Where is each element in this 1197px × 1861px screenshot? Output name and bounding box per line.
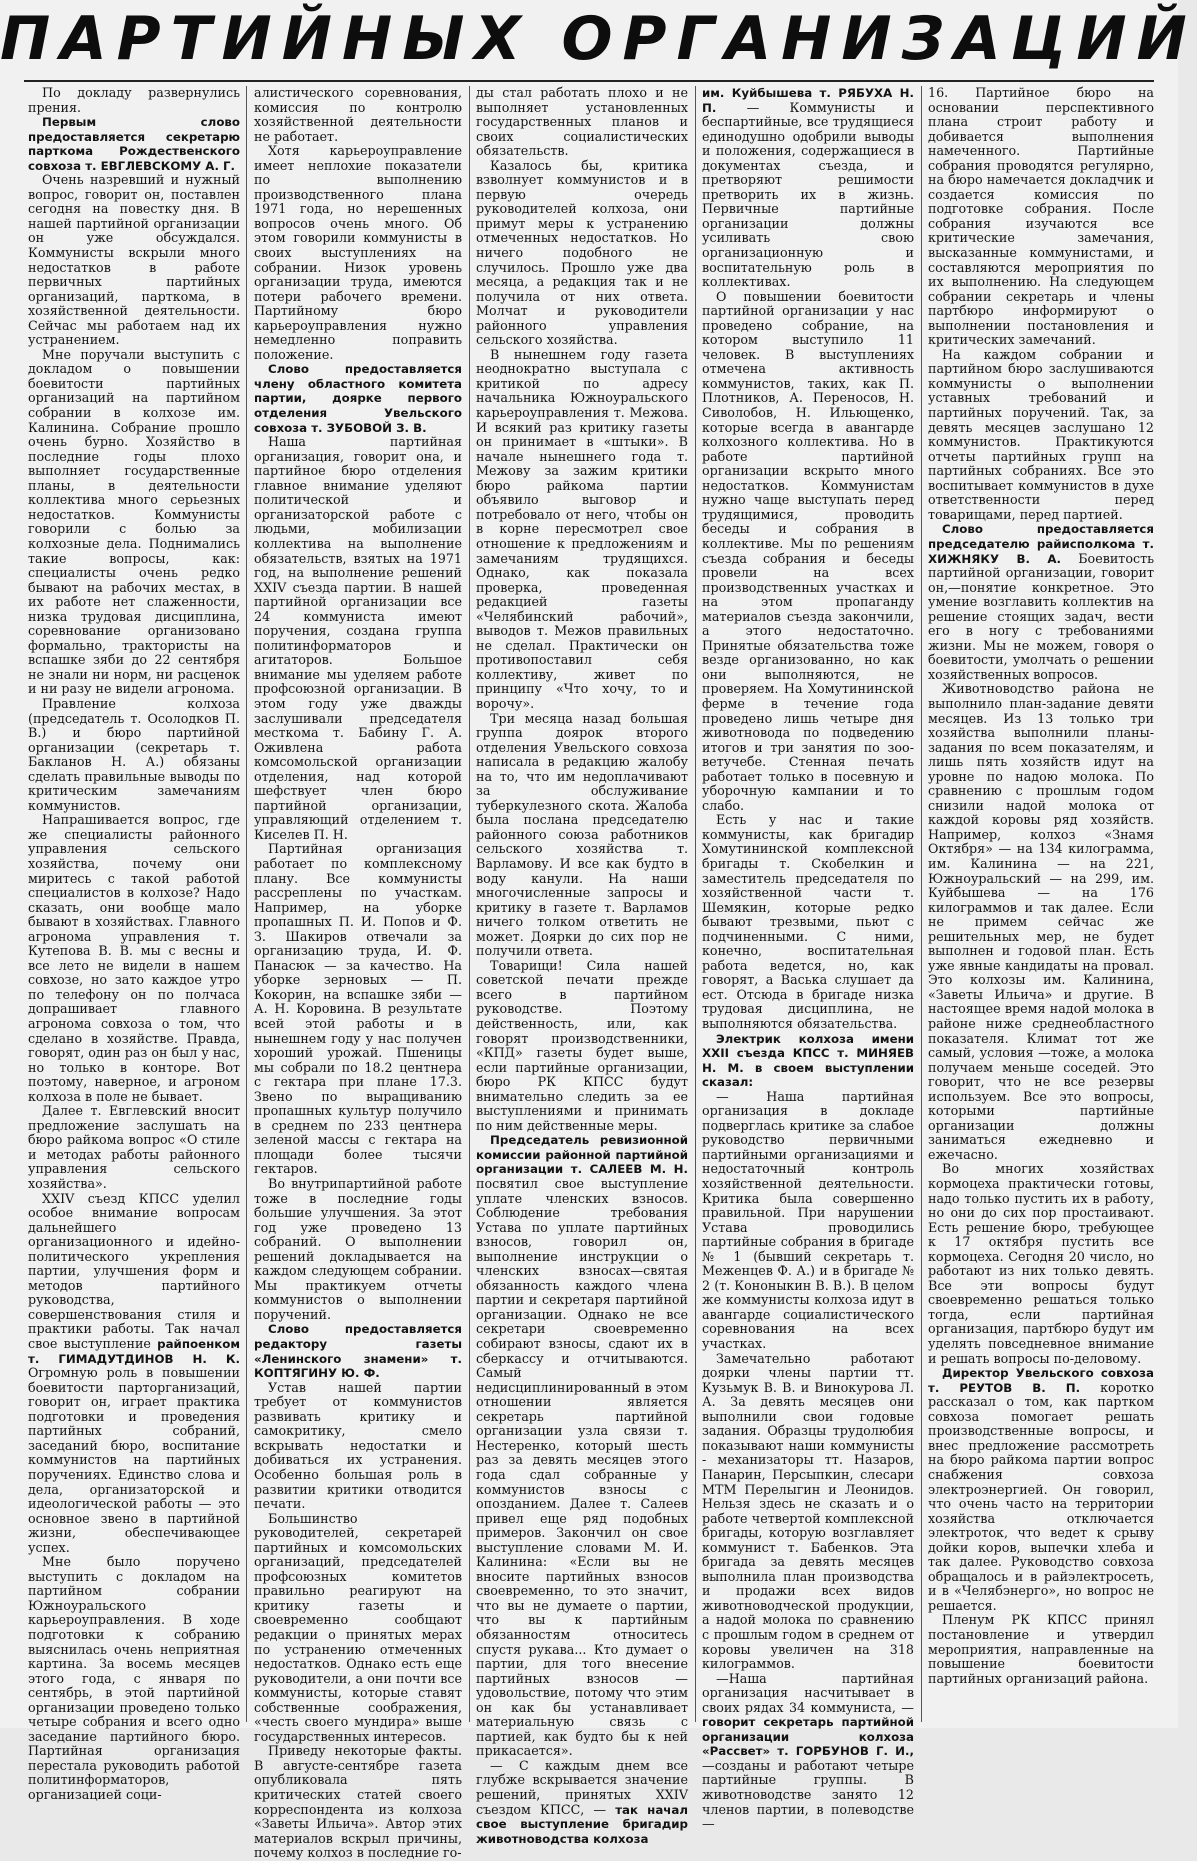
paragraph: Слово предоставляется редактору газеты «Ленинского знамени» т. КОПТЯГИНУ Ю. Ф. <box>254 1322 462 1381</box>
column-divider <box>695 86 696 1722</box>
paragraph: им. Куйбышева т. РЯБУХА Н. П. — Коммунисты и беспартийные, все трудящиеся единодушно одобрили выводы и положения, содержащиеся в документах съезда, и претворяют решимости претворить их в жизнь. Первичные партийные организации должны усиливать свою организационную и воспитательную роль в коллективах. <box>702 86 914 290</box>
headline-rule <box>24 80 1154 82</box>
paragraph: ды стал работать плохо и не выполняет установленных государственных планов и своих социалистических обязательств. <box>476 85 688 159</box>
column-2 <box>254 85 462 1861</box>
paragraph: Далее т. Евглевский вносит предложение заслушать на бюро райкома вопрос «О стиле и методах работы районного управления сельского хозяйства». <box>28 1103 240 1192</box>
paragraph: Во многих хозяйствах кормоцеха практически готовы, надо только пустить их в работу, но они до сих пор простаивают. Есть решение бюро, требующее к 17 октября пустить все кормоцеха. Сегодня 20 число, но работают из них только девять. Все эти вопросы будут своевременно решаться только тогда, если партийная организация, партбюро будут им уделять повседневное внимание и решать вопросы по-деловому. <box>928 1161 1154 1366</box>
paragraph: Слово предоставляется члену областного комитета партии, доярке первого отделения Увельского совхоза т. ЗУБОВОЙ З. В. <box>254 362 462 435</box>
paragraph: Замечательно работают доярки члены партии тт. Кузьмук В. В. и Винокурова Л. А. За девять месяцев они выполнили свои годовые задания. Образцы трудолюбия показывают наши коммунисты - механизаторы тт. Назаров, Панарин, Персыпкин, слесари МТМ Перелыгин и Леонидов. Нельзя здесь не сказать и о работе четвертой комплексной бригады, которую возглавляет коммунист т. Бабенков. Эта бригада за девять месяцев выполнила план производства и продажи всех видов животноводческой продукции, а надой молока по сравнению с прошлым годом в среднем от коровы увеличен на 318 килограммов. <box>702 1350 914 1672</box>
column-divider <box>469 86 470 1722</box>
paragraph: XXIV съезд КПСС уделил особое внимание вопросам дальнейшего организационного и идейно-политического укрепления партии, улучшения форм и методов партийного руководства, совершенствования стиля и практики работы. Так начал свое выступление райпоенком т. ГИМАДУТДИНОВ Н. К. Огромную роль в повышении боевитости парторганизаций, говорит он, играет практика подготовки и проведения партийных собраний, заседаний бюро, воспитание коммунистов на партийных поручениях. Единство слова и дела, организаторской и идеологической работы — это основное звено в партийной жизни, обеспечивающее успех. <box>28 1190 240 1555</box>
paragraph: Слово предоставляется председателю райисполкома т. ХИЖНЯКУ В. А. Боевитость партийной организации, говорит он,—понятие конкретное. Это умение возглавить коллектив на решение стоящих задач, вести его в ногу с требованиями жизни. Мы не можем, говоря о боевитости, умолчать о решении хозяйственных вопросов. <box>928 522 1154 682</box>
paragraph: Правление колхоза (председатель т. Осолодков П. В.) и бюро партийной организации (секретарь т. Бакланов Н. А.) обязаны сделать правильные выводы по критическим замечаниям коммунистов. <box>28 695 240 813</box>
paragraph: Напрашивается вопрос, где же специалисты районного управления сельского хозяйства, почему они миритесь с такой работой специалистов в колхозе? Надо сказать, они вообще мало бывают в хозяйствах. Главного агронома управления т. Кутепова В. В. мы с весны и все лето не видели в нашем совхозе, но зато каждое утро по телефону он по полчаса допрашивает главного агронома совхоза о том, что сделано в хозяйстве. Правда, говорят, один раз он был у нас, но только в конторе. Вот поэтому, наверное, и агроном колхоза в поле не бывает. <box>28 812 240 1104</box>
paragraph: 16. Партийное бюро на основании перспективного плана строит работу и добивается выполнения намеченного. Партийные собрания проводятся регулярно, на бюро намечается докладчик и создается комиссия по подготовке собрания. После собрания изучаются все критические замечания, высказанные коммунистами, и составляются мероприятия по их выполнению. На следующем собрании секретарь и члены партбюро информируют о выполнении постановления и критических замечаний. <box>928 85 1154 348</box>
paragraph: Хотя карьероуправление имеет неплохие показатели по выполнению производственного плана 1971 года, но нерешенных вопросов очень много. Об этом говорили коммунисты в своих выступлениях на собрании. Низок уровень организации труда, имеются потери рабочего времени. Партийному бюро карьероуправления нужно немедленно поправить положение. <box>254 143 462 362</box>
paragraph: алистического соревнования, комиссия по контролю хозяйственной деятельности не работает. <box>254 85 462 144</box>
paragraph: Председатель ревизионной комиссии районной партийной организации т. САЛЕЕВ М. Н. посвятил свое выступление уплате членских взносов. Соблюдение требования Устава по уплате партийных взносов, говорил он, выполнение инструкции о членских взносах—святая обязанность каждого члена партии и секретаря партийной организации. Однако не все секретари своевременно собирают взносы, сдают их в сберкассу и отчитываются. Самый недисциплинированный в этом отношении является секретарь партийной организации узла связи т. Нестеренко, который шесть раз за девять месяцев этого года сдал собранные у коммунистов взносы с опозданием. Далее т. Салеев привел еще ряд подобных примеров. Закончил он свое выступление словами М. И. Калинина: «Если вы не вносите партийных взносов своевременно, то это значит, что вы не думаете о партии, что вы к партийным обязанностям относитесь спустя рукава... Кто думает о партии, для того внесение партийных взносов — удовольствие, потому что этим он как бы устанавливает материальную связь с партией, как будто бы к ней прикасается». <box>476 1133 688 1759</box>
paragraph: Животноводство района не выполнило план-задание девяти месяцев. Из 13 только три хозяйства выполнили планы-задания по всем показателям, и лишь пять хозяйств идут на уровне по надою молока. По сравнению с прошлым годом снизили надой молока от каждой коровы ряд хозяйств. Например, колхоз «Знамя Октября» — на 134 килограмма, им. Калинина — на 221, Южноуральский — на 299, им. Куйбышева — на 176 килограммов и так далее. Если не примем сейчас же решительных мер, не будет выполнен и годовой план. Есть уже явные кандидаты на провал. Это колхозы им. Калинина, «Заветы Ильича» и другие. В настоящее время надой молока в районе ниже среднеобластного показателя. Климат тот же самый, условия —тоже, а молока получаем меньше соседей. Это говорит, что не все резервы используем. Все это вопросы, которыми партийные организации должны заниматься ежедневно и ежечасно. <box>928 681 1154 1162</box>
paragraph: Во внутрипартийной работе тоже в последние годы большие улучшения. За этот год уже проведено 13 собраний. О выполнении решений докладывается на каждом следующем собрании. Мы практикуем отчеты коммунистов о выполнении поручений. <box>254 1176 462 1322</box>
paragraph: Приведу некоторые факты. В августе-сентябре газета опубликовала пять критических статей своего корреспондента из колхоза «Заветы Ильича». Автор этих материалов вскрыл причины, почему колхоз в последние го- <box>254 1743 462 1861</box>
paragraph: Электрик колхоза имени XXII съезда КПСС т. МИНЯЕВ Н. М. в своем выступлении сказал: <box>702 1031 914 1090</box>
paragraph: В нынешнем году газета неоднократно выступала с критикой по адресу начальника Южноуральского карьероуправления т. Межова. И всякий раз критику газеты он принимает в «штыки». В начале нынешнего года т. Межову за зажим критики бюро райкома партии объявило выговор и потребовало от него, чтобы он в корне пересмотрел свое отношение к предложениям и замечаниям трудящихся. Однако, как показала проверка, проведенная редакцией газеты «Челябинский рабочий», выводов т. Межов правильных не сделал. Практически он противопоставил себя коллективу, живет по принципу «Что хочу, то и ворочу». <box>476 346 688 711</box>
paragraph: —Наша партийная организация насчитывает в своих рядах 34 коммуниста, — говорит секретарь партийной организации колхоза «Рассвет» т. ГОРБУНОВ Г. И., —созданы и работают четыре партийные группы. В животноводстве занято 12 членов партии, в полеводстве — <box>702 1670 914 1832</box>
column-4 <box>702 86 914 1832</box>
column-5 <box>928 86 1154 1722</box>
paragraph: По докладу развернулись прения. <box>28 85 240 115</box>
paragraph: Три месяца назад большая группа доярок второго отделения Увельского совхоза написала в редакцию жалобу на то, что им недоплачивают за обслуживание туберкулезного скота. Жалоба была послана председателю районного союза работников сельского хозяйства т. Варламову. И все как будто в воду канули. На наши многочисленные запросы и критику в газете т. Варламов ничего толком ответить не может. Доярки до сих пор не получили ответа. <box>476 710 688 959</box>
paragraph: — Наша партийная организация в докладе подверглась критике за слабое руководство первичными партийными организациями и недостаточный контроль хозяйственной деятельности. Критика была совершенно правильной. При нарушении Устава проводились партийные собрания в бригаде № 1 (бывший секретарь т. Меженцев Ф. А.) и в бригаде № 2 (т. Кононыкин В. В.). В целом же коммунисты колхоза идут в авангарде социалистического соревнования на всех участках. <box>702 1088 914 1352</box>
paragraph: Наша партийная организация, говорит она, и партийное бюро отделения главное внимание уделяют политической и организаторской работе с людьми, мобилизации коллектива на выполнение обязательств, взятых на 1971 год, на выполнение решений XXIV съезда партии. В нашей партийной организации все 24 коммуниста имеют поручения, создана группа политинформаторов и агитаторов. Большое внимание мы уделяем работе профсоюзной организации. В этом году уже дважды заслушивали председателя месткома т. Бабину Г. А. Оживлена работа комсомольской организации отделения, над которой шефствует член бюро партийной организации, управляющий отделением т. Киселев П. Н. <box>254 434 462 842</box>
paragraph: Мне было поручено выступить с докладом на партийном собрании Южноуральского карьероуправления. В ходе подготовки к собранию выяснилась очень неприятная картина. За восемь месяцев этого года, с января по сентябрь, в этой партийной организации проведено только четыре собрания и всего одно заседание партийного бюро. Партийная организация перестала руководить работой политинформаторов, организацией соци- <box>28 1554 240 1802</box>
paragraph: Пленум РК КПСС принял постановление и утвердил мероприятия, направленные на повышение боевитости партийных организаций района. <box>928 1612 1154 1686</box>
paragraph: Мне поручали выступить с докладом о повышении боевитости партийных организаций на партийном собрании в колхозе им. Калинина. Собрание прошло очень бурно. Хозяйство в последние годы плохо выполняет государственные планы, в деятельности коллектива много серьезных недостатков. Коммунисты говорили с болью за колхозные дела. Поднимались такие вопросы, как: специалисты очень редко бывают на рабочих местах, в их работе нет слаженности, низка трудовая дисциплина, соревнование организовано формально, трактористы на вспашке зяби до 22 сентября не знали ни норм, ни расценок и ни разу не видели агронома. <box>28 346 240 697</box>
paragraph: Большинство руководителей, секретарей партийных и комсомольских организаций, председателей профсоюзных комитетов правильно реагируют на критику газеты и своевременно сообщают редакции о принятых мерах по устранению отмеченных недостатков. Однако есть еще руководители, а они почти все коммунисты, которые ставят собственные соображения, «честь своего мундира» выше государственных интересов. <box>254 1510 462 1744</box>
paragraph: Товарищи! Сила нашей советской печати прежде всего в партийном руководстве. Поэтому действенность, или, как говорят производственники, «КПД» газеты будет выше, если партийные организации, бюро РК КПСС будут внимательно следить за ее выступлениями и принимать по ним действенные меры. <box>476 957 688 1133</box>
column-3 <box>476 85 688 1846</box>
paragraph: — С каждым днем все глубже вскрывается значение решений, принятых XXIV съездом КПСС, — так начал свое выступление бригадир животноводства колхоза <box>476 1757 688 1846</box>
paragraph: Директор Увельского совхоза т. РЕУТОВ В. П. коротко рассказал о том, как партком совхоза помогает решать производственные вопросы, и внес предложение рассмотреть на бюро райкома партии вопрос снабжения совхоза электроэнергией. Он говорил, что очень часто на территории хозяйства отключается электроток, что ведет к срыву дойки коров, выпечки хлеба и так далее. Руководство совхоза обращалось и в райэлектросеть, и в «Челябэнерго», но вопрос не решается. <box>928 1366 1154 1613</box>
paragraph: Устав нашей партии требует от коммунистов развивать критику и самокритику, смело вскрывать недостатки и добиваться их устранения. Особенно большая роль в развитии критики отводится печати. <box>254 1379 462 1512</box>
paragraph: На каждом собрании и партийном бюро заслушиваются коммунисты о выполнении уставных требований и партийных поручений. Так, за девять месяцев заслушано 12 коммунистов. Практикуются отчеты партийных групп на партийных собраниях. Все это воспитывает коммунистов в духе ответственности перед товарищами, перед партией. <box>928 346 1154 522</box>
paragraph: Партийная организация работает по комплексному плану. Все коммунисты расcреплены по участкам. Например, на уборке пропашных П. И. Попов и Ф. З. Шакиров отвечали за организацию труда, И. Ф. Панасюк — за качество. На уборке зерновых — П. Кокорин, на вспашке зяби — А. Н. Коровина. В результате всей этой работы и в нынешнем году у нас получен хороший урожай. Пшеницы мы собрали по 18.2 центнера с гектара при плане 17.3. Звено по выращиванию пропашных культур получило в среднем по 233 центнера зеленой массы с гектара на площади более тысячи гектаров. <box>254 841 462 1177</box>
paragraph: Казалось бы, критика взволнует коммунистов и в первую очередь руководителей колхоза, они примут меры к устранению отмеченных недостатков. Но ничего подобного не случилось. Прошло уже два месяца, а редакция так и не получила от них ответа. Молчат и руководители районного управления сельского хозяйства. <box>476 157 688 348</box>
column-1 <box>28 85 240 1802</box>
column-divider <box>246 86 247 1722</box>
paragraph: Есть у нас и такие коммунисты, как бригадир Хомутининской комплексной бригады т. Скобелкин и заместитель председателя по хозяйственной части т. Шемякин, которые редко бывают трезвыми, пьют с подчиненными. С ними, конечно, воспитательная работа ведется, но, как говорят, а Васька слушает да ест. Отсюда в бригаде низка трудовая дисциплина, не выполняются обязательства. <box>702 812 914 1031</box>
paragraph: Очень назревший и нужный вопрос, говорит он, поставлен сегодня на повестку дня. В нашей партийной организации он уже обсуждался. Коммунисты вскрыли много недостатков в работе первичных партийных организаций, парткома, в хозяйственной деятельности. Сейчас мы работаем над их устранением. <box>28 172 240 348</box>
paragraph: О повышении боевитости партийной организации у нас проведено собрание, на котором выступило 11 человек. В выступлениях отмечена активность коммунистов, таких, как П. Плотников, А. Переносов, Н. Сиволобов, Н. Ильющенко, которые всегда в авангарде колхозного коллектива. Но в работе партийной организации вскрыто много недостатков. Коммунистам нужно чаще выступать перед трудящимися, проводить беседы и собрания в коллективе. Мы по решениям съезда собрания и беседы провели на всех производственных участках и на этом пропаганду материалов съезда закончили, а этого недостаточно. Принятые обязательства тоже везде организованно, но как они выполняются, не проверяем. На Хомутининской ферме в течение года проведено лишь четыре дня животновода по подведению итогов и три занятия по зооветучебе. Стенная печать работает только в посевную и уборочную кампании и то слабо. <box>702 288 914 813</box>
column-divider <box>921 86 922 1722</box>
headline: ПАРТИЙНЫХ ОРГАНИЗАЦИЙ <box>0 4 1197 74</box>
paragraph: Первым слово предоставляется секретарю парткома Рождественского совхоза т. ЕВГЛЕВСКОМУ А. Г. <box>28 115 240 173</box>
